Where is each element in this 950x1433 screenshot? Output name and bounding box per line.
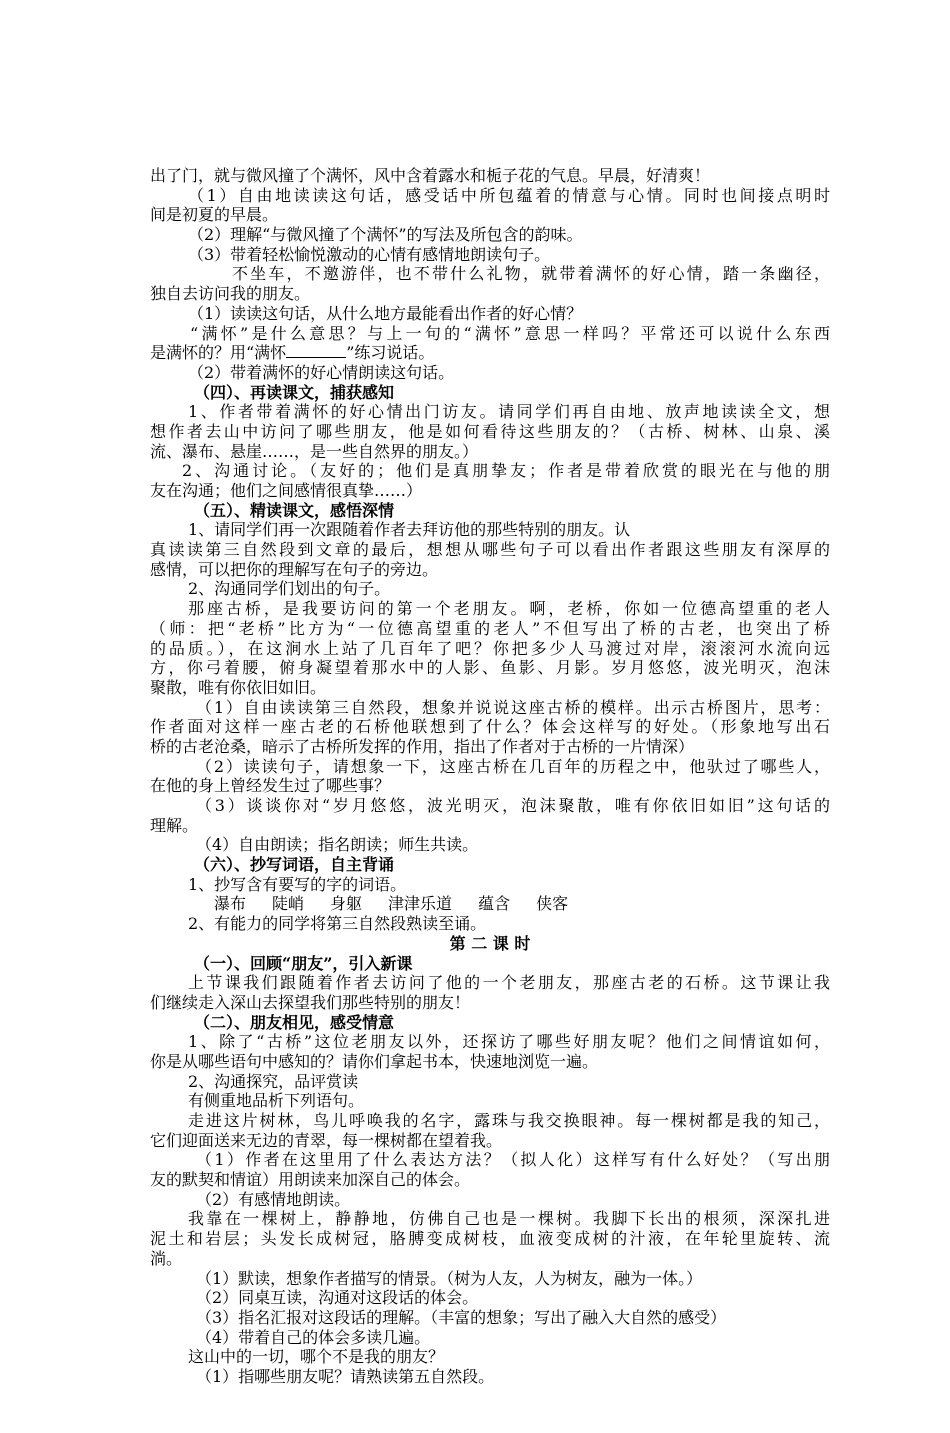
paragraph-line: 我靠在一棵树上，静静地，仿佛自己也是一棵树。我脚下长出的根须，深深扎进	[188, 1209, 830, 1229]
paragraph-line: 流、瀑布、悬崖……，是一些自然界的朋友。）	[150, 441, 479, 461]
paragraph-line: （1）自由地读读这句话，感受话中所包蕴着的情意与心情。同时也间接点明时	[188, 185, 830, 205]
paragraph-line: 1、作者带着满怀的好心情出门访友。请同学们再自由地、放声地读读全文，想	[188, 402, 830, 422]
paragraph-line: 这山中的一切，哪个不是我的朋友？	[188, 1347, 445, 1367]
section-heading: （二）、朋友相见，感受情意	[194, 1012, 395, 1032]
paragraph-line: （2）带着满怀的好心情朗读这句话。	[188, 362, 455, 382]
paragraph-line: 们继续走入深山去探望我们那些特别的朋友！	[150, 992, 471, 1012]
word-list	[150, 894, 830, 914]
paragraph-line: 你是从哪些语句中感知的？请你们拿起书本，快速地浏览一遍。	[150, 1051, 599, 1071]
paragraph-line: （3）指名汇报对这段话的理解。（丰富的想象；写出了融入大自然的感受）	[196, 1307, 727, 1327]
paragraph-line: 独自去访问我的朋友。	[150, 284, 311, 304]
document-page	[150, 166, 830, 1387]
paragraph-line: （2）理解“与微风撞了个满怀”的写法及所包含的韵味。	[188, 225, 583, 245]
paragraph-line: 间是初夏的早晨。	[150, 205, 279, 225]
section-heading: （五）、精读课文，感悟深情	[194, 500, 395, 520]
paragraph-line: 真读读第三自然段到文章的最后，想想从哪些句子可以看出作者跟这些朋友有深厚的	[150, 540, 830, 560]
paragraph-line: 1、抄写含有要写的字的词语。	[188, 874, 407, 894]
paragraph-line: （1）读读这句话，从什么地方最能看出作者的好心情？	[188, 303, 583, 323]
word-item: 蕴含	[478, 894, 511, 914]
line-text: 是满怀的？用“满怀	[150, 343, 287, 363]
lesson-title: 第 二 课 时	[449, 933, 531, 953]
paragraph-line: （4）自由朗读；指名朗读；师生共读。	[196, 835, 479, 855]
word-item: 津津乐道	[388, 894, 453, 914]
paragraph-line: 那座古桥，是我要访问的第一个老朋友。啊，老桥，你如一位德高望重的老人	[188, 599, 830, 619]
paragraph-line: 出了门，就与微风撞了个满怀，风中含着露水和栀子花的气息。早晨，好清爽！	[150, 166, 711, 185]
paragraph-line: 方，你弓着腰，俯身凝望着那水中的人影、鱼影、月影。岁月悠悠，波光明灭，泡沫	[150, 658, 830, 678]
paragraph-line: 聚散，唯有你依旧如旧。	[150, 677, 327, 697]
paragraph-line: 它们迎面送来无边的青翠，每一棵树都在望着我。	[150, 1130, 503, 1150]
section-heading: （六）、抄写词语，自主背诵	[194, 855, 395, 875]
word-item: 侠客	[536, 894, 569, 914]
paragraph-line: 友的默契和情谊）用朗读来加深自己的体会。	[150, 1170, 471, 1190]
paragraph-line: 2、沟通探究，品评赏读	[188, 1071, 359, 1091]
paragraph-line: 1、除了“古桥”这位老朋友以外，还探访了哪些好朋友呢？他们之间情谊如何，	[188, 1032, 830, 1052]
paragraph-line: 淌。	[150, 1248, 183, 1268]
paragraph-line: （2）有感情地朗读。	[196, 1189, 351, 1209]
paragraph-line: 想作者去山中访问了哪些朋友，他是如何看待这些朋友的？（古桥、树林、山泉、溪	[150, 421, 830, 441]
paragraph-line: 走进这片树林，鸟儿呼唤我的名字，露珠与我交换眼神。每一棵树都是我的知己，	[188, 1111, 830, 1130]
paragraph-line: （4）带着自己的体会多读几遍。	[196, 1327, 431, 1347]
paragraph-line: 1、请同学们再一次跟随着作者去拜访他的那些特别的朋友。认	[188, 520, 631, 540]
word-item: 陡峭	[272, 894, 305, 914]
paragraph-line: （师：把“老桥”比方为“一位德高望重的老人”不但写出了桥的古老，也突出了桥	[150, 618, 830, 638]
paragraph-line: （2）同桌互读，沟通对这段话的体会。	[196, 1288, 479, 1308]
paragraph-line: 作者面对这样一座古老的石桥他联想到了什么？体会这样写的好处。（形象地写出石	[150, 717, 830, 737]
paragraph-line: 的品质。），在这涧水上站了几百年了吧？你把多少人马渡过对岸，滚滚河水流向远	[150, 638, 830, 658]
paragraph-line: 感情，可以把你的理解写在句子的旁边。	[150, 559, 439, 579]
word-item: 身躯	[330, 894, 363, 914]
paragraph-line: （2）读读句子，请想象一下，这座古桥在几百年的历程之中，他驮过了哪些人，	[196, 756, 830, 776]
paragraph-line: 桥的古老沧桑，暗示了古桥所发挥的作用，指出了作者对于古桥的一片情深）	[150, 736, 695, 756]
paragraph-line: （1）默读，想象作者描写的情景。（树为人友，人为树友，融为一体。）	[196, 1268, 703, 1288]
paragraph-line: （1）指哪些朋友呢？请熟读第五自然段。	[196, 1366, 495, 1386]
paragraph-line: 2、沟通讨论。（友好的；他们是真朋挚友；作者是带着欣赏的眼光在与他的朋	[182, 461, 830, 481]
word-item: 瀑布	[214, 894, 247, 914]
paragraph-line: 上节课我们跟随着作者去访问了他的一个老朋友，那座古老的石桥。这节课让我	[188, 973, 830, 993]
fill-in-blank	[286, 343, 346, 358]
paragraph-line: （1）自由读读第三自然段，想象并说说这座古桥的模样。出示古桥图片，思考：	[196, 697, 830, 717]
paragraph-line: “满怀”是什么意思？与上一句的“满怀”意思一样吗？平常还可以说什么东西	[190, 323, 830, 343]
paragraph-line: 有侧重地品析下列语句。	[188, 1091, 365, 1111]
paragraph-line: 在他的身上曾经发生过了哪些事？	[150, 776, 391, 796]
paragraph-line: 不坐车，不邀游伴，也不带什么礼物，就带着满怀的好心情，踏一条幽径，	[232, 264, 830, 284]
section-heading: （四）、再读课文，捕获感知	[194, 382, 395, 402]
line-text: ”练习说话。	[346, 343, 435, 363]
paragraph-line: （3）谈谈你对“岁月悠悠，波光明灭，泡沫聚散，唯有你依旧如旧”这句话的	[196, 796, 830, 815]
paragraph-line	[150, 343, 830, 363]
section-heading: （一）、回顾“朋友”，引入新课	[194, 953, 413, 973]
paragraph-line: 理解。	[150, 815, 199, 835]
paragraph-line: 泥土和岩层；头发长成树冠，胳膊变成树枝，血液变成树的汁液，在年轮里旋转、流	[150, 1229, 830, 1249]
paragraph-line: （1）作者在这里用了什么表达方法？（拟人化）这样写有什么好处？（写出朋	[196, 1150, 830, 1170]
paragraph-line: （3）带着轻松愉悦激动的心情有感情地朗读句子。	[188, 244, 551, 264]
paragraph-line: 友在沟通；他们之间感情很真挚……）	[150, 481, 423, 500]
paragraph-line: 2、有能力的同学将第三自然段熟读至诵。	[188, 914, 487, 934]
paragraph-line: 2、沟通同学们划出的句子。	[188, 579, 391, 599]
